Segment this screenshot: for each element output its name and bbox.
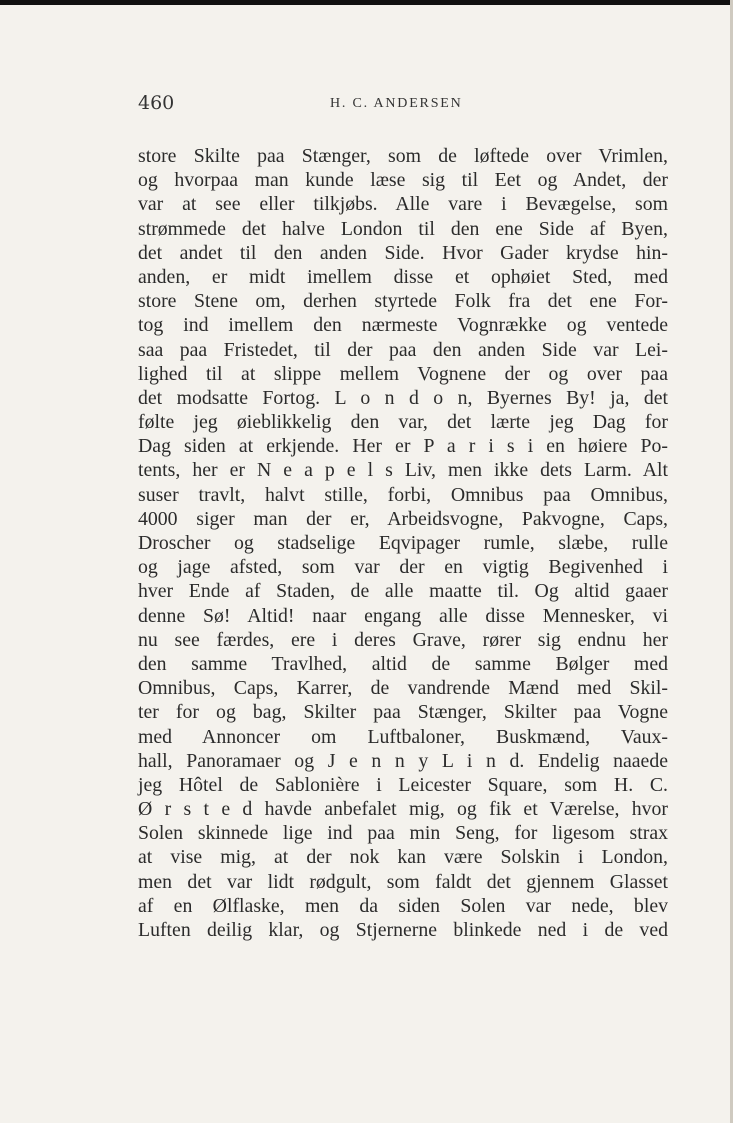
text-line: ter for og bag, Skilter paa Stænger, Skilter paa Vogne [138,701,668,724]
text-line: og hvorpaa man kunde læse sig til Eet og Andet, der [138,169,668,192]
text-line: tents, her er N e a p e l s Liv, men ikke dets Larm. Alt [138,459,668,482]
text-line: følte jeg øieblikkelig den var, det lærte jeg Dag for [138,411,668,434]
body-text [138,144,668,942]
text-line: var at see eller tilkjøbs. Alle vare i Bevægelse, som [138,193,668,216]
text-line: Dag siden at erkjende. Her er P a r i s i en høiere Po- [138,435,668,458]
page-header [138,92,668,116]
text-line: saa paa Fristedet, til der paa den anden Side var Lei- [138,338,668,361]
text-line: og jage afsted, som var der en vigtig Begivenhed i [138,556,668,579]
text-line: det modsatte Fortog. L o n d o n, Byernes By! ja, det [138,386,668,409]
page-number: 460 [138,92,175,114]
text-line: store Skilte paa Stænger, som de løftede over Vrimlen, [138,145,668,167]
text-line: store Stene om, derhen styrtede Folk fra det ene For- [138,290,668,313]
text-line: lighed til at slippe mellem Vognene der og over paa [138,362,668,385]
text-line: Luften deilig klar, og Stjernerne blinkede ned i de ved [138,919,668,941]
text-line: Solen skinnede lige ind paa min Seng, for ligesom strax [138,822,668,845]
text-line: jeg Hôtel de Sablonière i Leicester Square, som H. C. [138,773,668,796]
text-line: med Annoncer om Luftbaloner, Buskmænd, Vaux- [138,725,668,748]
running-head: H. C. ANDERSEN [330,96,463,111]
text-line: af en Ølflaske, men da siden Solen var nede, blev [138,894,668,917]
text-line: hver Ende af Staden, de alle maatte til. Og altid gaaer [138,580,668,603]
text-line: anden, er midt imellem disse et ophøiet Sted, med [138,265,668,288]
text-line: Omnibus, Caps, Karrer, de vandrende Mænd med Skil- [138,677,668,700]
text-line: nu see færdes, ere i deres Grave, rører sig endnu her [138,628,668,651]
text-line: 4000 siger man der er, Arbeidsvogne, Pakvogne, Caps, [138,507,668,530]
text-line: strømmede det halve London til den ene Side af Byen, [138,217,668,240]
text-line: Droscher og stadselige Eqvipager rumle, slæbe, rulle [138,532,668,554]
text-line: at vise mig, at der nok kan være Solskin i London, [138,846,668,869]
text-line: tog ind imellem den nærmeste Vognrække og ventede [138,314,668,337]
text-line: suser travlt, halvt stille, forbi, Omnibus paa Omnibus, [138,483,668,506]
text-line: det andet til den anden Side. Hvor Gader krydse hin- [138,241,668,264]
text-line: den samme Travlhed, altid de samme Bølger med [138,652,668,675]
text-line: men det var lidt rødgult, som faldt det gjennem Glasset [138,870,668,893]
text-line: Ø r s t e d havde anbefalet mig, og fik et Værelse, hvor [138,798,668,821]
text-line: hall, Panoramaer og J e n n y L i n d. Endelig naaede [138,749,668,772]
top-edge-rule [0,0,733,5]
text-line: denne Sø! Altid! naar engang alle disse Mennesker, vi [138,604,668,627]
